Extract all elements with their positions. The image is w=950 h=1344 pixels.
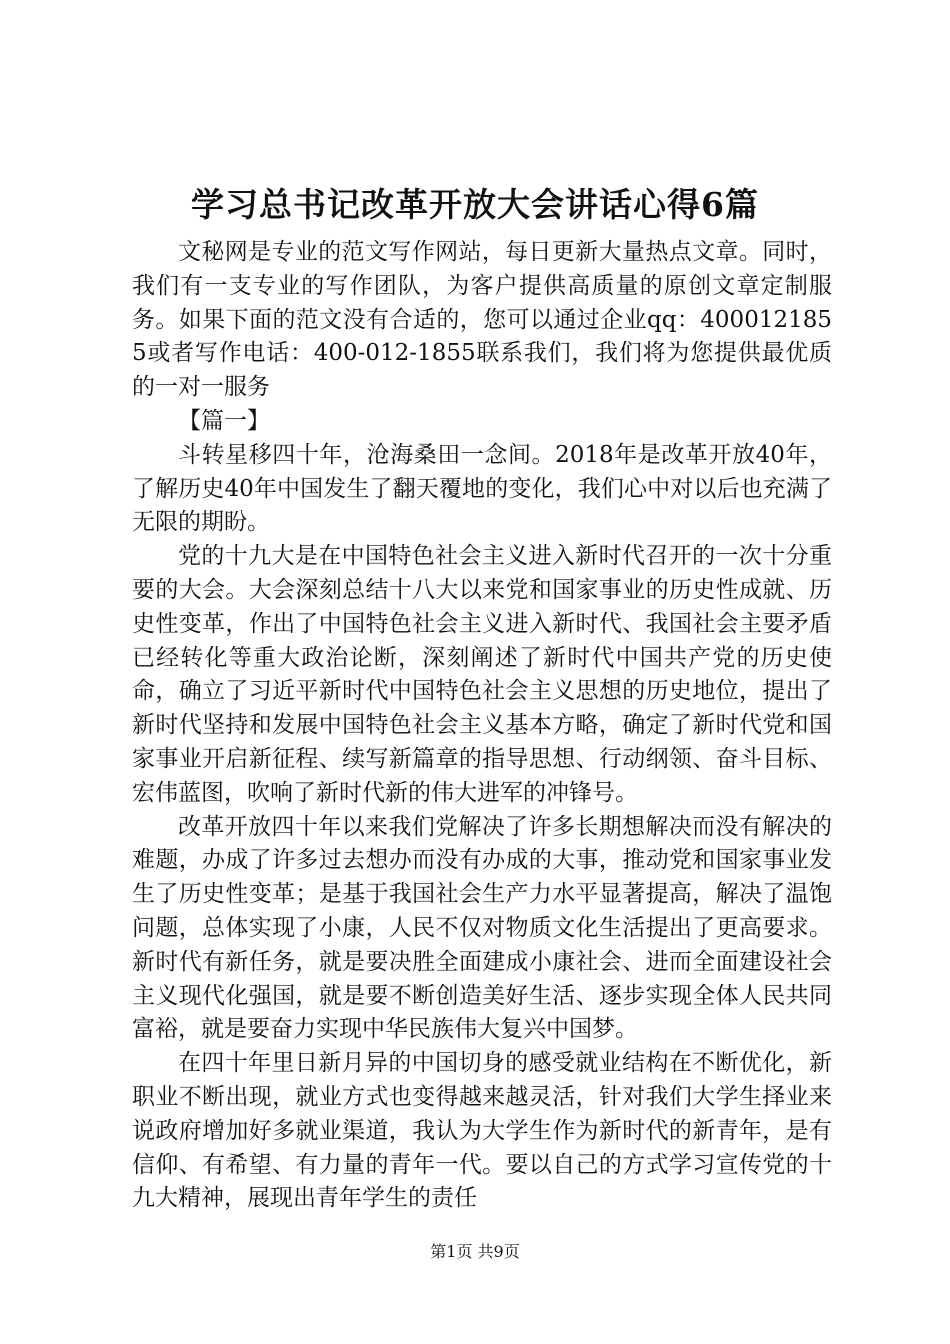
document-body: [132, 236, 832, 1216]
page-footer: 第1页 共9页: [430, 1242, 520, 1261]
intro-paragraph: 文秘网是专业的范文写作网站，每日更新大量热点文章。同时，我们有一支专业的写作团队，为客户提供高质量的原创文章定制服务。如果下面的范文没有合适的，您可以通过企业qq：4000121855或者写作电话：400-012-1855联系我们，我们将为您提供最优质的一对一服务: [132, 239, 832, 401]
section-heading: 【篇一】: [178, 407, 270, 434]
document-title: 学习总书记改革开放大会讲话心得6篇: [191, 185, 759, 224]
body-paragraph: 党的十九大是在中国特色社会主义进入新时代召开的一次十分重要的大会。大会深刻总结十八大以来党和国家事业的历史性成就、历史性变革，作出了中国特色社会主义进入新时代、我国社会主要矛盾已经转化等重大政治论断，深刻阐述了新时代中国共产党的历史使命，确立了习近平新时代中国特色社会主义思想的历史地位，提出了新时代坚持和发展中国特色社会主义基本方略，确定了新时代党和国家事业开启新征程、续写新篇章的指导思想、行动纲领、奋斗目标、宏伟蓝图，吹响了新时代新的伟大进军的冲锋号。: [132, 543, 832, 806]
body-paragraph: 斗转星移四十年，沧海桑田一念间。2018年是改革开放40年，了解历史40年中国发生了翻天覆地的变化，我们心中对以后也充满了无限的期盼。: [132, 441, 832, 536]
body-paragraph: 改革开放四十年以来我们党解决了许多长期想解决而没有解决的难题，办成了许多过去想办而没有办成的大事，推动党和国家事业发生了历史性变革；是基于我国社会生产力水平显著提高，解决了温饱问题，总体实现了小康，人民不仅对物质文化生活提出了更高要求。新时代有新任务，就是要决胜全面建成小康社会、进而全面建设社会主义现代化强国，就是要不断创造美好生活、逐步实现全体人民共同富裕，就是要奋力实现中华民族伟大复兴中国梦。: [132, 813, 832, 1043]
body-paragraph: 在四十年里日新月异的中国切身的感受就业结构在不断优化，新职业不断出现，就业方式也变得越来越灵活，针对我们大学生择业来说政府增加好多就业渠道，我认为大学生作为新时代的新青年，是有信仰、有希望、有力量的青年一代。要以自己的方式学习宣传党的十九大精神，展现出青年学生的责任: [132, 1050, 832, 1212]
